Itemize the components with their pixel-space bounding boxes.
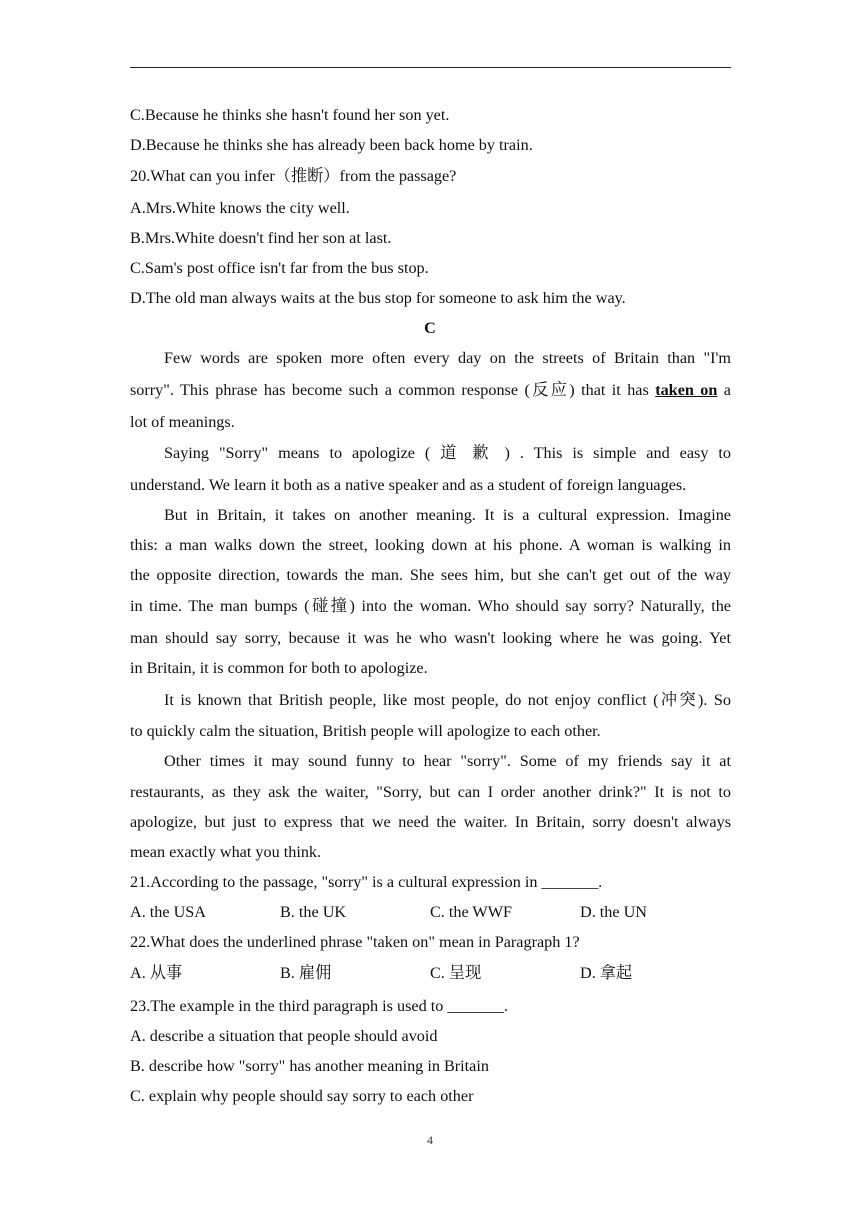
paragraph-line: Few words are spoken more often every day on the streets of Britain than "I'm	[164, 349, 731, 367]
paragraph-text: sorry". This phrase has become such a common response (反应) that it has	[130, 381, 656, 399]
paragraph-line: in Britain, it is common for both to apologize.	[130, 659, 428, 677]
paragraph-line: Saying "Sorry" means to apologize ( 道 歉 ) . This is simple and easy to	[164, 444, 731, 462]
option-b: B. describe how "sorry" has another meaning in Britain	[130, 1057, 489, 1075]
option-b: B. the UK	[280, 903, 347, 921]
option-line: B.Mrs.White doesn't find her son at last.	[130, 229, 392, 247]
option-line: D.Because he thinks she has already been back home by train.	[130, 136, 533, 154]
option-c: C. 呈现	[430, 964, 482, 982]
option-line: A.Mrs.White knows the city well.	[130, 199, 350, 217]
paragraph-line: mean exactly what you think.	[130, 843, 322, 861]
paragraph-line: But in Britain, it takes on another meaning. It is a cultural expression. Imagine	[164, 506, 731, 524]
option-a: A. 从事	[130, 964, 183, 982]
option-line: D.The old man always waits at the bus stop for someone to ask him the way.	[130, 289, 626, 307]
option-a: A. the USA	[130, 903, 206, 921]
option-a: A. describe a situation that people should avoid	[130, 1027, 438, 1045]
question-23: 23.The example in the third paragraph is used to _______.	[130, 997, 509, 1015]
question-20: 20.What can you infer（推断）from the passage?	[130, 167, 457, 185]
paragraph-line: the opposite direction, towards the man. She sees him, but she can't get out of the way	[130, 566, 731, 584]
section-heading: C	[424, 319, 436, 337]
option-d: D. 拿起	[580, 964, 633, 982]
paragraph-line: It is known that British people, like most people, do not enjoy conflict (冲突). So	[164, 691, 731, 709]
question-21: 21.According to the passage, "sorry" is a cultural expression in _______.	[130, 873, 603, 891]
option-c: C. the WWF	[430, 903, 512, 921]
paragraph-line: understand. We learn it both as a native speaker and as a student of foreign languages.	[130, 476, 687, 494]
option-b: B. 雇佣	[280, 964, 332, 982]
paragraph-line: apologize, but just to express that we need the waiter. In Britain, sorry doesn't always	[130, 813, 731, 831]
paragraph-line: man should say sorry, because it was he who wasn't looking where he was going. Yet	[130, 629, 731, 647]
option-line: C.Sam's post office isn't far from the bus stop.	[130, 259, 429, 277]
page-number: 4	[427, 1133, 433, 1147]
paragraph-line: lot of meanings.	[130, 413, 235, 431]
paragraph-line	[130, 380, 731, 400]
paragraph-line: Other times it may sound funny to hear "sorry". Some of my friends say it at	[164, 752, 731, 770]
paragraph-text: a	[717, 381, 731, 399]
option-c: C. explain why people should say sorry to each other	[130, 1087, 474, 1105]
header-rule	[130, 67, 731, 68]
paragraph-line: to quickly calm the situation, British people will apologize to each other.	[130, 722, 601, 740]
paragraph-line: this: a man walks down the street, looking down at his phone. A woman is walking in	[130, 536, 731, 554]
underlined-phrase: taken on	[655, 381, 718, 399]
option-line: C.Because he thinks she hasn't found her son yet.	[130, 106, 450, 124]
option-d: D. the UN	[580, 903, 647, 921]
paragraph-line: restaurants, as they ask the waiter, "Sorry, but can I order another drink?" It is not to	[130, 783, 731, 801]
question-22: 22.What does the underlined phrase "taken on" mean in Paragraph 1?	[130, 933, 580, 951]
paragraph-line: in time. The man bumps (碰撞) into the woman. Who should say sorry? Naturally, the	[130, 597, 731, 615]
